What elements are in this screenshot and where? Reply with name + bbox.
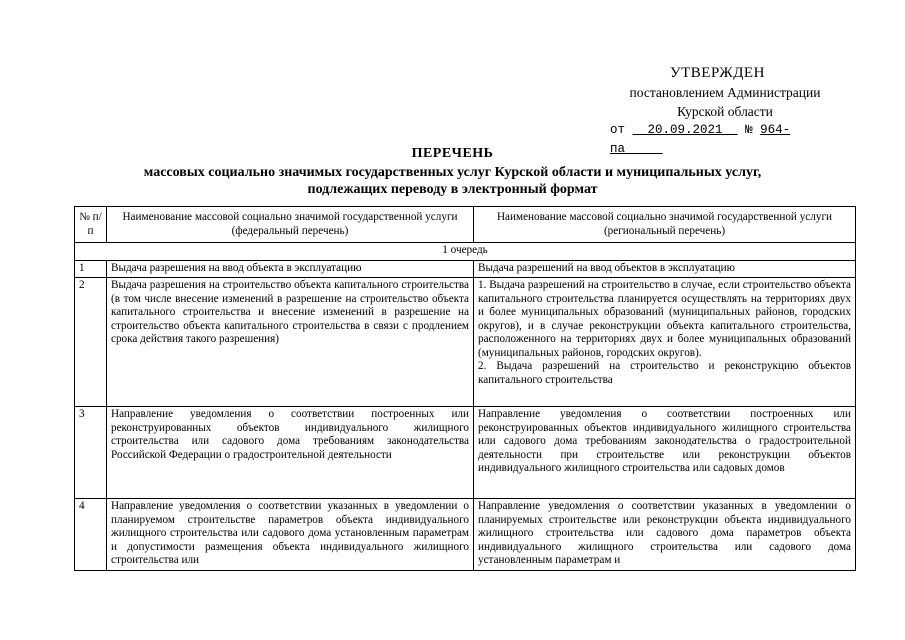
- row-number: 3: [75, 407, 107, 499]
- table-row: [75, 278, 856, 407]
- document-subtitle-1: массовых социально значимых государственных услуг Курской области и муниципальных услуг,: [143, 165, 762, 180]
- federal-service: Направление уведомления о соответствии построенных или реконструированных объектов индивидуального жилищного строительства или садового дома требованиям законодательства Российской Федерации о градостроительной деятельности: [107, 407, 474, 499]
- stage-row: [75, 243, 856, 261]
- table-row: [75, 407, 856, 499]
- federal-service: Выдача разрешения на строительство объекта капитального строительства (в том числе внесение изменений в разрешение на строительство объекта капитального строительства и внесение изменений в разрешение на строительство объекта капитального строительства в связи с продлением срока действия такого разрешения): [107, 278, 474, 407]
- regional-service: Направление уведомления о соответствии указанных в уведомлении о планируемых строительстве или реконструкции объекта индивидуального жилищного строительства или садового дома параметров объекта индивидуального жилищного строительства или садового дома установленным параметрам и: [474, 499, 856, 571]
- services-table: [74, 206, 856, 571]
- regional-service: Направление уведомления о соответствии построенных или реконструированных объектов индивидуального жилищного строительства или садового дома требованиям законодательства о градостроительной деятельности при строительстве или реконструкции объектов индивидуального жилищного строительства или садовых домов: [474, 407, 856, 499]
- table-header-row: [75, 207, 856, 243]
- row-number: 4: [75, 499, 107, 571]
- header-regional: Наименование массовой социально значимой государственной услуги (региональный перечень): [474, 207, 856, 243]
- approval-region: Курской области: [677, 104, 773, 119]
- regional-service: [474, 278, 856, 407]
- document-title-block: [0, 145, 905, 198]
- federal-service: Выдача разрешения на ввод объекта в эксплуатацию: [107, 260, 474, 278]
- table-row: [75, 499, 856, 571]
- approval-number: 964-па: [610, 123, 791, 156]
- header-num: № п/п: [75, 207, 107, 243]
- document-title: ПЕРЕЧЕНЬ: [411, 146, 494, 161]
- document-subtitle-2: подлежащих переводу в электронный формат: [307, 182, 598, 197]
- row-number: 2: [75, 278, 107, 407]
- row-number: 1: [75, 260, 107, 278]
- table-row: [75, 260, 856, 278]
- approval-by: постановлением Администрации: [629, 85, 821, 100]
- regional-service-part-2: 2. Выдача разрешений на строительство и реконструкцию объектов капитального строительства: [478, 360, 851, 386]
- federal-service: Направление уведомления о соответствии указанных в уведомлении о планируемом строительстве параметров объекта индивидуального жилищного строительства или садового дома установленным параметрам и допустимости размещения объекта индивидуального жилищного строительства или: [107, 499, 474, 571]
- approval-num-prefix: №: [745, 123, 753, 137]
- regional-service-part-1: 1. Выдача разрешений на строительство в случае, если строительство объекта капитального строительства планируется осуществлять на территориях двух и более муниципальных образований (муниципальных районов, городских округов), и в случае реконструкции объекта капитального строительства, расположенного на территориях двух и более муниципальных образований (муниципальных районов, городских округов).: [478, 279, 851, 359]
- approval-word: УТВЕРЖДЕН: [670, 65, 765, 81]
- approval-from-prefix: от: [610, 123, 626, 137]
- regional-service: Выдача разрешений на ввод объектов в эксплуатацию: [474, 260, 856, 278]
- header-federal: Наименование массовой социально значимой государственной услуги (федеральный перечень): [107, 207, 474, 243]
- stage-label: 1 очередь: [75, 243, 856, 261]
- approval-date: 20.09.2021: [647, 123, 723, 137]
